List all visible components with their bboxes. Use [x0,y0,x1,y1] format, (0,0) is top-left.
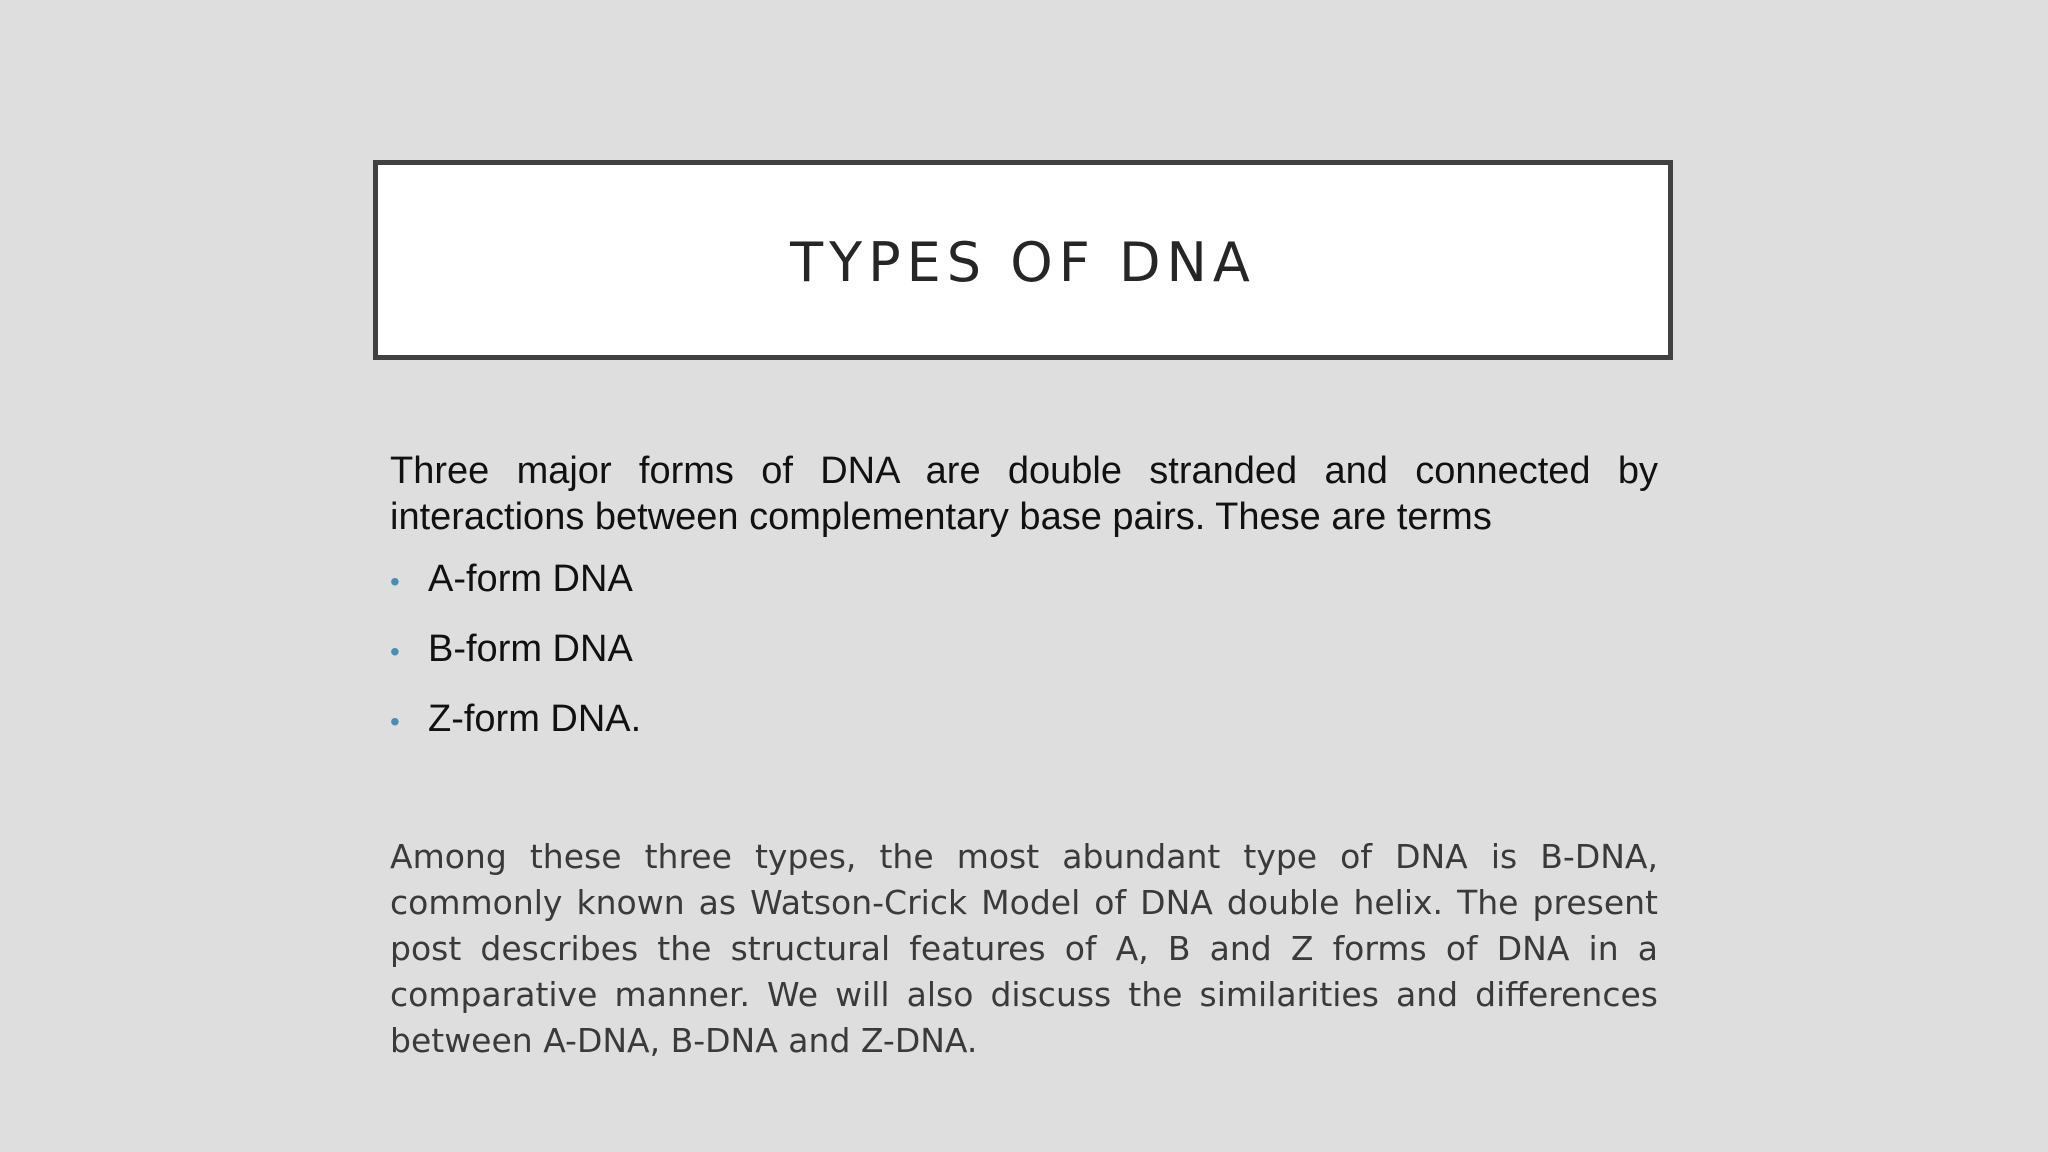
content-area [390,448,1658,766]
title-box [373,160,1673,360]
slide-title: TYPES OF DNA [790,230,1256,294]
bullet-text: Z-form DNA. [428,698,642,740]
bullet-item [390,696,1658,745]
bullet-text: A-form DNA [428,558,633,600]
bullet-text: B-form DNA [428,628,633,670]
bullet-item [390,626,1658,675]
bullet-dot-icon: • [390,566,400,597]
bullet-dot-icon: • [390,706,400,737]
bullet-item [390,556,1658,605]
body-paragraph: Among these three types, the most abundant type of DNA is B-DNA, commonly known as Watson-Crick Model of DNA double helix. The present post describes the structural features of A, B and Z forms of DNA in a comparative manner. We will also discuss the similarities and differences between A-DNA, B-DNA and Z-DNA. [390,837,1658,1060]
bullet-dot-icon: • [390,636,400,667]
bullet-list [390,556,1658,745]
intro-paragraph: Three major forms of DNA are double stranded and connected by interactions between complementary base pairs. These are terms [390,450,1658,538]
